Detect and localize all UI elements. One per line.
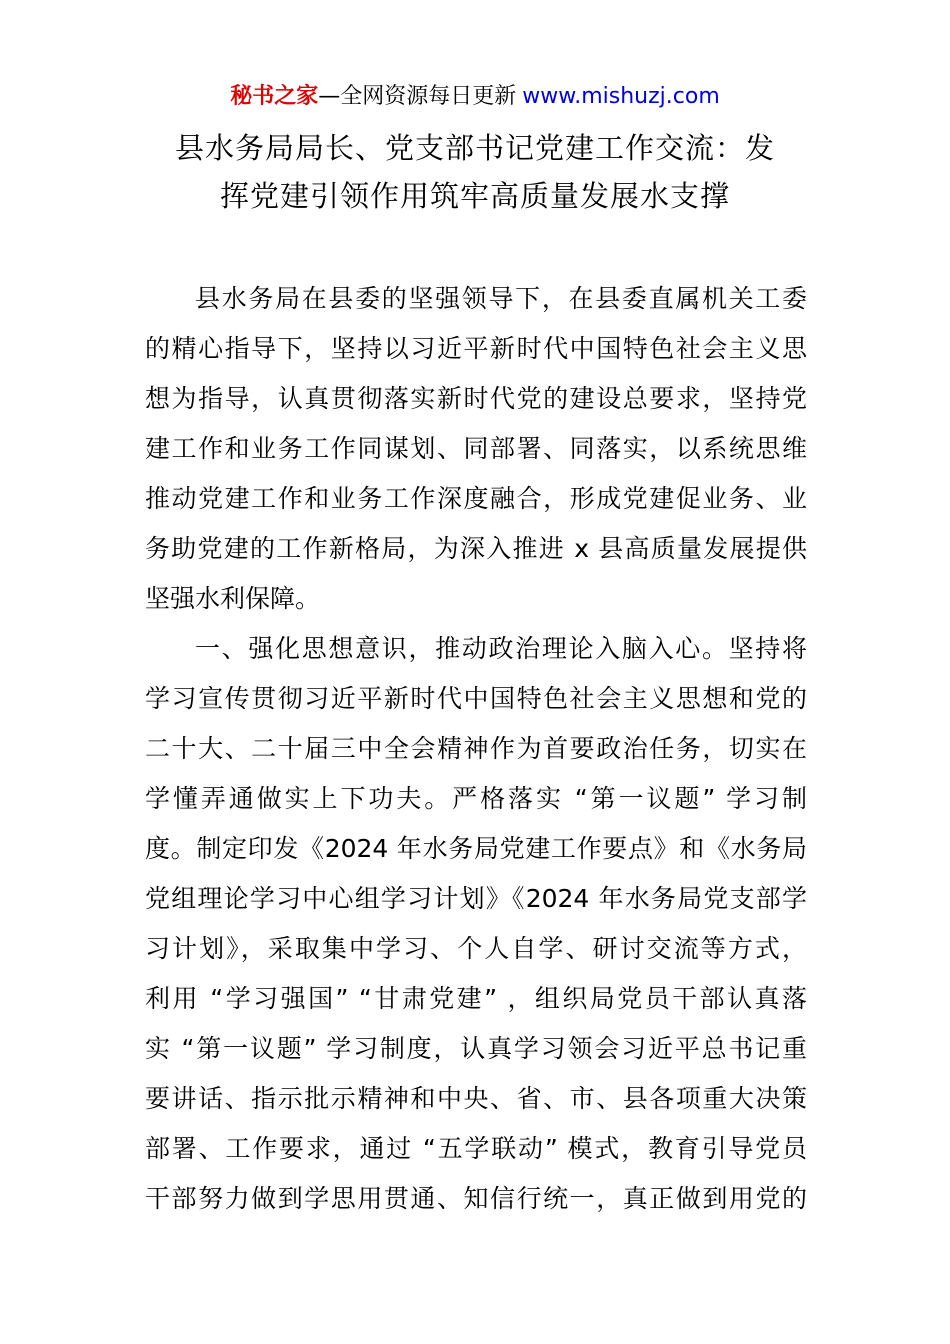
paragraph-line: 建工作和业务工作同谋划、同部署、同落实，以系统思维 [145,434,807,463]
paragraph-line: 实 “第一议题” 学习制度，认真学习领会习近平总书记重 [145,1034,807,1063]
header-slogan: —全网资源每日更新 [318,84,517,109]
paragraph-line: 干部努力做到学思用贯通、知信行统一，真正做到用党的 [145,1184,807,1213]
site-url[interactable]: www.mishuzj.com [522,84,720,109]
paragraph-line: 部署、工作要求，通过 “五学联动” 模式，教育引导党员 [145,1134,807,1163]
paragraph-line: 要讲话、指示批示精神和中央、省、市、县各项重大决策 [145,1084,807,1113]
document-title [140,124,810,220]
brand-name: 秘书之家 [230,84,319,109]
paragraph-line: 想为指导，认真贯彻落实新时代党的建设总要求，坚持党 [145,384,807,413]
title-line: 挥党建引领作用筑牢高质量发展水支撑 [219,179,730,213]
site-header [0,82,950,112]
paragraph-line: 一、强化思想意识，推动政治理论入脑入心。坚持将 [195,634,807,663]
paragraph-line: 二十大、二十届三中全会精神作为首要政治任务，切实在 [145,734,807,763]
title-line: 县水务局局长、党支部书记党建工作交流：发 [174,131,775,165]
paragraph-line: 利用 “学习强国” “甘肃党建” ，组织局党员干部认真落 [145,984,807,1013]
paragraph-line: 度。制定印发《2024 年水务局党建工作要点》和《水务局 [145,834,807,863]
paragraph-line: 推动党建工作和业务工作深度融合，形成党建促业务、业 [145,484,807,513]
paragraph-line: 学懂弄通做实上下功夫。严格落实 “第一议题” 学习制 [145,784,807,813]
paragraph-line: 学习宣传贯彻习近平新时代中国特色社会主义思想和党的 [145,684,807,713]
paragraph-line: 习计划》，采取集中学习、个人自学、研讨交流等方式， [145,934,807,963]
paragraph-line: 县水务局在县委的坚强领导下，在县委直属机关工委 [195,284,807,313]
paragraph-line: 的精心指导下，坚持以习近平新时代中国特色社会主义思 [145,334,807,363]
paragraph-line: 坚强水利保障。 [145,584,321,613]
paragraph-line: 务助党建的工作新格局，为深入推进 x 县高质量发展提供 [145,534,807,563]
paragraph-line: 党组理论学习中心组学习计划》《2024 年水务局党支部学 [145,884,807,913]
document-body [145,274,807,1224]
